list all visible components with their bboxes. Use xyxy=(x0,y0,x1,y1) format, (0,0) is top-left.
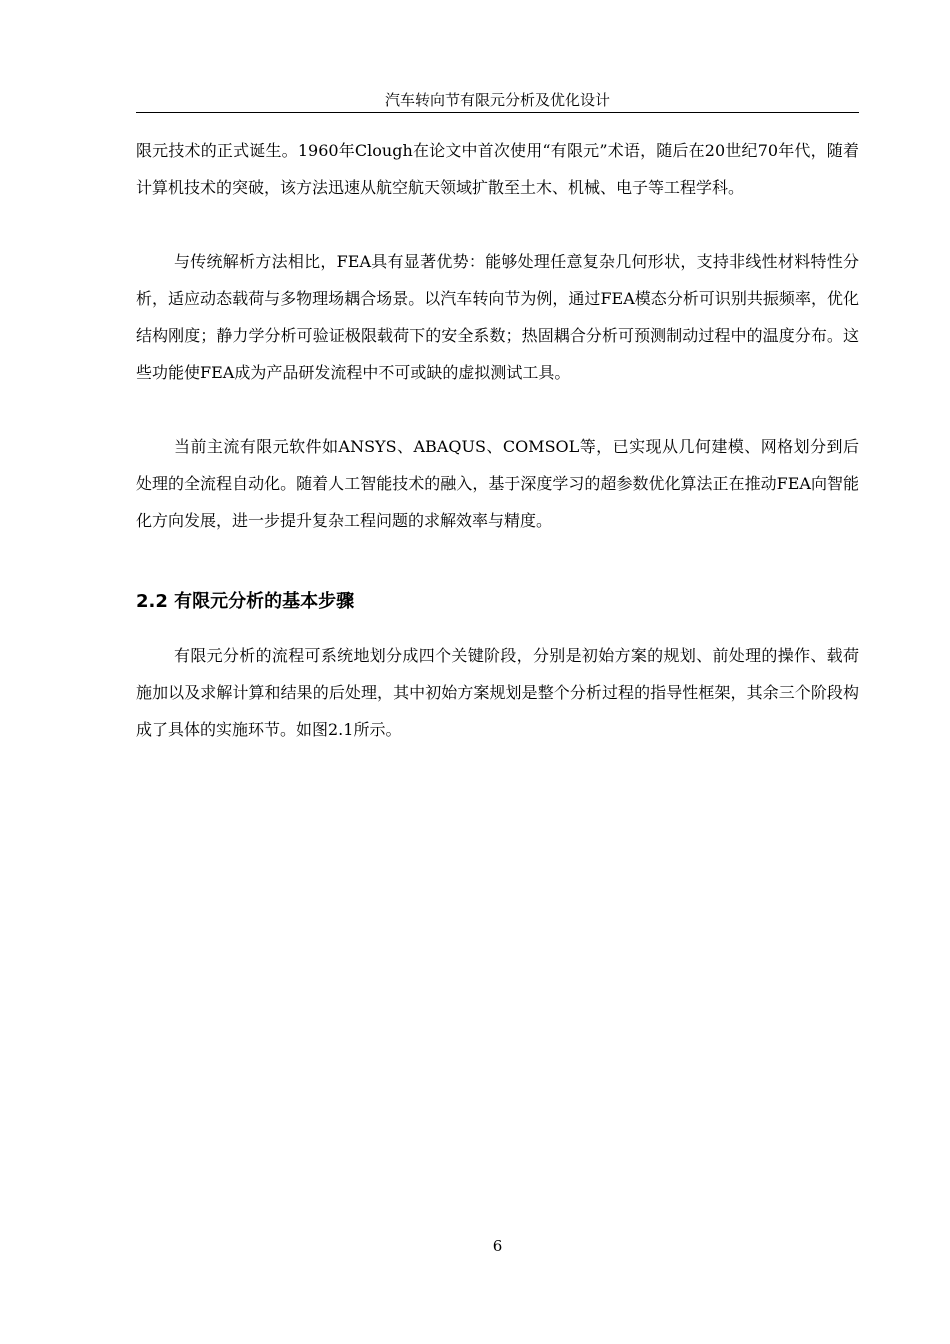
section-heading: 2.2 有限元分析的基本步骤 xyxy=(136,591,355,612)
paragraph-fea-steps: 有限元分析的流程可系统地划分成四个关键阶段，分别是初始方案的规划、前处理的操作、载荷施加以及求解计算和结果的后处理，其中初始方案规划是整个分析过程的指导性框架，其余三个阶段构成了具体的实施环节。如图2.1所示。 xyxy=(136,646,859,739)
page-number: 6 xyxy=(492,1237,503,1255)
paragraph-fea-software: 当前主流有限元软件如ANSYS、ABAQUS、COMSOL等，已实现从几何建模、网格划分到后处理的全流程自动化。随着人工智能技术的融入，基于深度学习的超参数优化算法正在推动FEA向智能化方向发展，进一步提升复杂工程问题的求解效率与精度。 xyxy=(136,437,859,530)
header-rule xyxy=(136,112,859,113)
paragraph-continued: 限元技术的正式诞生。1960年Clough在论文中首次使用“有限元”术语，随后在20世纪70年代，随着计算机技术的突破，该方法迅速从航空航天领域扩散至土木、机械、电子等工程学科。 xyxy=(136,141,859,197)
paragraph-fea-advantages: 与传统解析方法相比，FEA具有显著优势：能够处理任意复杂几何形状，支持非线性材料特性分析，适应动态载荷与多物理场耦合场景。以汽车转向节为例，通过FEA模态分析可识别共振频率，优化结构刚度；静力学分析可验证极限载荷下的安全系数；热固耦合分析可预测制动过程中的温度分布。这些功能使FEA成为产品研发流程中不可或缺的虚拟测试工具。 xyxy=(136,252,859,382)
running-header: 汽车转向节有限元分析及优化设计 xyxy=(384,91,610,109)
